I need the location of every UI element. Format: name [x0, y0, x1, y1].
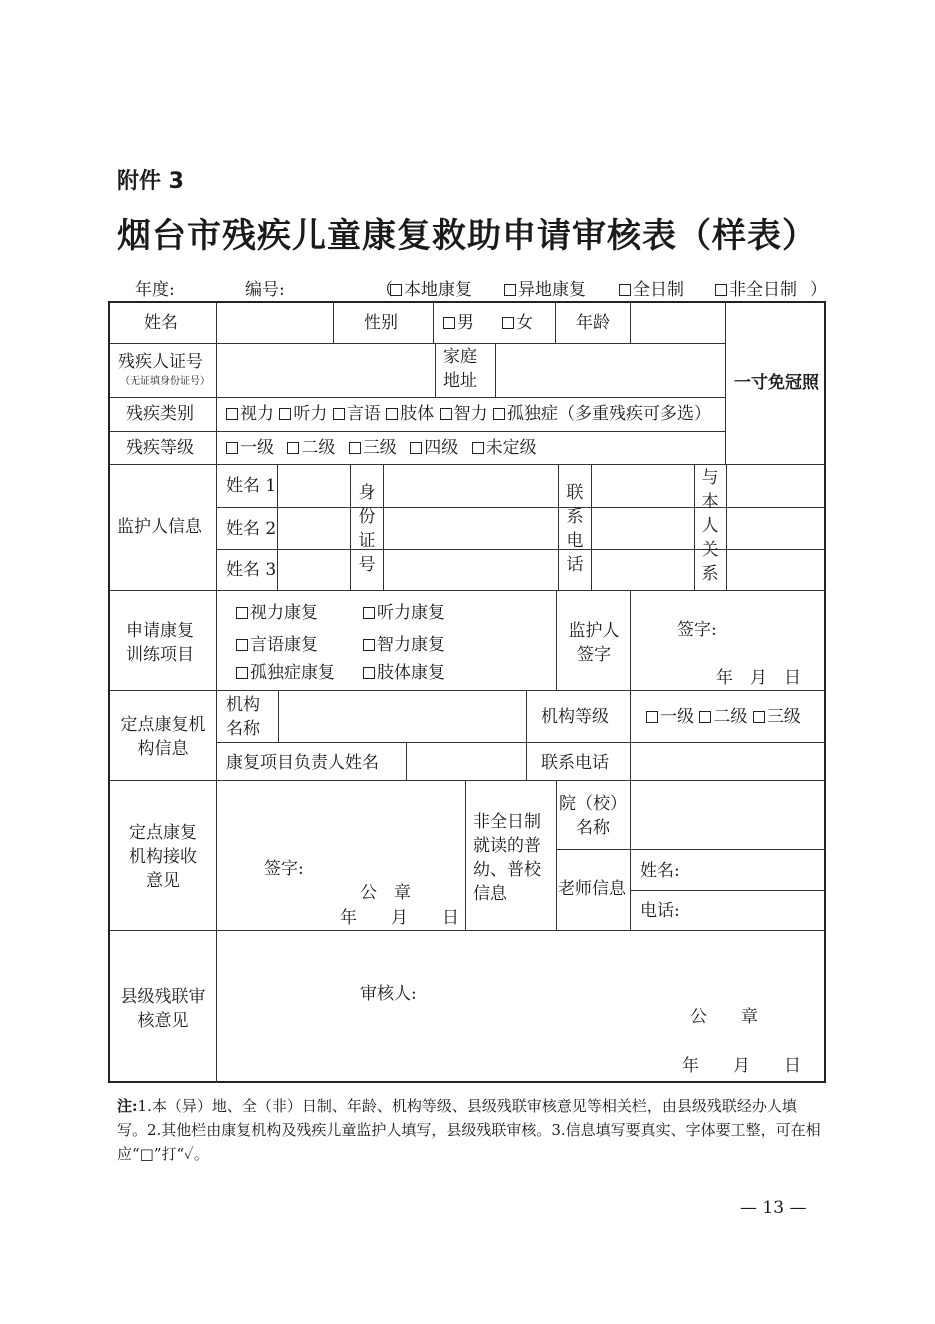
checkbox-icon: [333, 408, 345, 420]
rehab-option-intellect[interactable]: 智力康复: [363, 637, 445, 654]
page-title: 烟台市残疾儿童康复救助申请审核表（样表）: [117, 216, 817, 256]
institution-level-label: 机构等级: [541, 707, 609, 727]
number-label: 编号:: [245, 280, 285, 300]
checkbox-icon: [363, 667, 375, 679]
photo-placeholder[interactable]: 一寸免冠照: [734, 373, 819, 393]
guardian-relation-label: 与本人关系: [701, 468, 719, 584]
gender-male-option[interactable]: 男: [443, 315, 474, 332]
checkbox-icon: [363, 639, 375, 651]
checkbox-icon: [236, 607, 248, 619]
checkbox-icon: [279, 408, 291, 420]
checkbox-icon: [443, 317, 455, 329]
page-number: — 13 —: [740, 1198, 807, 1218]
paren-close: ）: [810, 280, 827, 300]
teacher-info-label: 老师信息: [558, 879, 626, 899]
county-review-label: 县级残联审核意见: [120, 987, 206, 1031]
acceptance-date: 年 月 日: [340, 908, 459, 928]
nonfulltime-school-label: 非全日制就读的普幼、普校信息: [473, 812, 541, 904]
acceptance-sign-label: 签字:: [264, 859, 304, 879]
attachment-label: 附件 3: [117, 169, 184, 194]
rehab-sign-label: 签字:: [677, 620, 717, 640]
rehab-option-hearing[interactable]: 听力康复: [363, 605, 445, 622]
checkbox-icon: [226, 442, 238, 454]
id-card-label: 残疾人证号: [118, 352, 203, 372]
year-label: 年度:: [135, 280, 175, 300]
guardian-id-label: 身份证号: [358, 483, 376, 575]
checkbox-icon: [646, 711, 658, 723]
checkbox-icon: [440, 408, 452, 420]
option-remote[interactable]: 异地康复: [504, 275, 586, 300]
gender-label: 性别: [364, 313, 398, 333]
home-address-label: 家庭地址: [443, 347, 477, 391]
disability-level-options[interactable]: 一级 二级 三级 四级 未定级: [226, 440, 537, 457]
disability-level-label: 残疾等级: [126, 438, 194, 458]
manager-name-label: 康复项目负责人姓名: [226, 753, 379, 773]
county-seal: 公 章: [690, 1007, 758, 1027]
checkbox-icon: [226, 408, 238, 420]
checkbox-icon: [236, 667, 248, 679]
checkbox-icon: [493, 408, 505, 420]
checkbox-icon: [410, 442, 422, 454]
paren-open: （: [376, 280, 393, 300]
age-label: 年龄: [576, 313, 610, 333]
option-local[interactable]: 本地康复: [390, 275, 472, 300]
checkbox-icon: [390, 284, 402, 296]
guardian-name-2-label: 姓名 2: [226, 519, 277, 539]
footnote: 注:1.本（异）地、全（非）日制、年龄、机构等级、县级残联审核意见等相关栏，由县级残联经办人填写。2.其他栏由康复机构及残疾儿童监护人填写，县级残联审核。3.信息填写要真实、字体要工整，可在相应“□”打“✓。: [117, 1097, 821, 1163]
name-label: 姓名: [144, 313, 178, 333]
checkbox-icon: [504, 284, 516, 296]
rehab-option-speech[interactable]: 言语康复: [236, 637, 318, 654]
acceptance-seal: 公 章: [360, 883, 411, 903]
disability-type-options[interactable]: 视力 听力 言语 肢体 智力 孤独症（多重残疾可多选）: [226, 406, 711, 423]
teacher-name-label: 姓名:: [640, 861, 680, 881]
guardian-phone-label: 联系电话: [566, 483, 584, 575]
institution-name-label: 机构名称: [226, 695, 260, 739]
institution-level-options[interactable]: 一级 二级 三级: [646, 709, 801, 726]
county-date: 年 月 日: [682, 1056, 801, 1076]
gender-female-option[interactable]: 女: [502, 315, 533, 332]
guardian-sign-label: 监护人签字: [568, 621, 620, 665]
id-card-note: （无证填身份证号）: [120, 376, 210, 387]
checkbox-icon: [699, 711, 711, 723]
checkbox-icon: [502, 317, 514, 329]
checkbox-icon: [715, 284, 727, 296]
checkbox-icon: [619, 284, 631, 296]
disability-type-label: 残疾类别: [126, 404, 194, 424]
option-fulltime[interactable]: 全日制: [619, 275, 684, 300]
school-name-label: 院（校）名称: [559, 794, 627, 838]
rehab-option-autism[interactable]: 孤独症康复: [236, 665, 335, 682]
rehab-option-vision[interactable]: 视力康复: [236, 605, 318, 622]
institution-phone-label: 联系电话: [541, 753, 609, 773]
rehab-date: 年 月 日: [716, 668, 801, 688]
reviewer-label: 审核人:: [360, 984, 417, 1004]
option-parttime[interactable]: 非全日制: [715, 275, 797, 300]
guardian-name-1-label: 姓名 1: [226, 476, 277, 496]
rehab-items-label: 申请康复训练项目: [126, 621, 194, 665]
checkbox-icon: [472, 442, 484, 454]
rehab-option-physical[interactable]: 肢体康复: [363, 665, 445, 682]
guardian-name-3-label: 姓名 3: [226, 560, 277, 580]
application-form: [108, 301, 826, 1083]
teacher-phone-label: 电话:: [640, 901, 680, 921]
checkbox-icon: [287, 442, 299, 454]
checkbox-icon: [349, 442, 361, 454]
checkbox-icon: [363, 607, 375, 619]
checkbox-icon: [386, 408, 398, 420]
acceptance-label: 定点康复机构接收意见: [129, 823, 197, 891]
institution-info-label: 定点康复机构信息: [120, 715, 206, 759]
checkbox-icon: [236, 639, 248, 651]
checkbox-icon: [753, 711, 765, 723]
guardian-info-label: 监护人信息: [117, 517, 202, 537]
